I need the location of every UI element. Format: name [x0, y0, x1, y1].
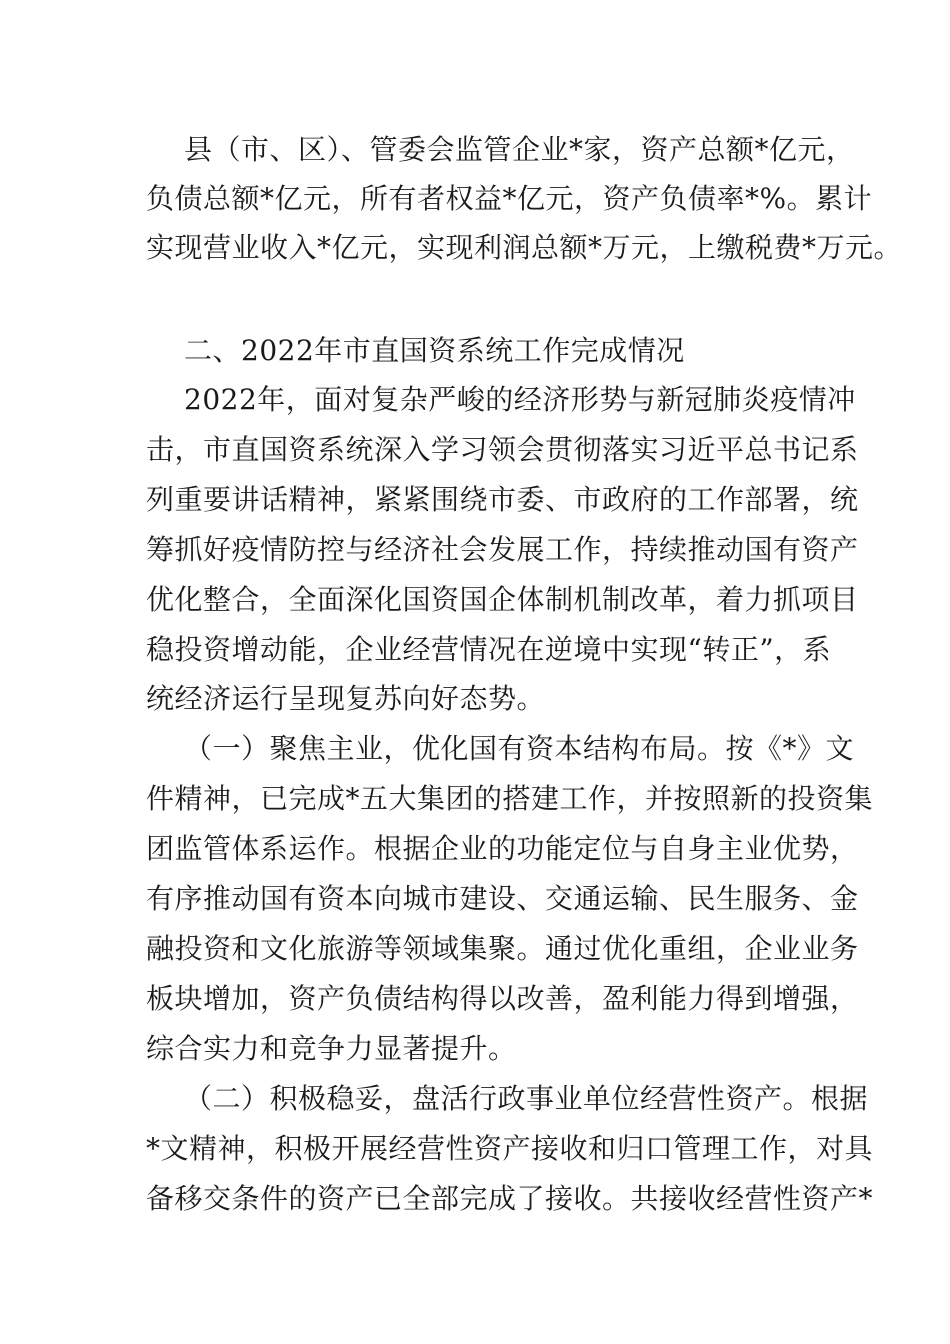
paragraph-line: 备移交条件的资产已全部完成了接收。共接收经营性资产*: [146, 1182, 874, 1215]
subsection-line: （一）聚焦主业，优化国有资本结构布局。按《*》文: [184, 732, 855, 765]
paragraph-line: 优化整合，全面深化国资国企体制机制改革，着力抓项目: [146, 583, 859, 616]
paragraph-line: 筹抓好疫情防控与经济社会发展工作，持续推动国有资产: [146, 533, 859, 566]
paragraph-line: 2022年，面对复杂严峻的经济形势与新冠肺炎疫情冲: [184, 383, 856, 416]
paragraph-line: 件精神，已完成*五大集团的搭建工作，并按照新的投资集: [146, 782, 874, 815]
paragraph-line: 统经济运行呈现复苏向好态势。: [146, 682, 546, 715]
subsection-line: （二）积极稳妥，盘活行政事业单位经营性资产。根据: [184, 1082, 869, 1115]
section-heading: 二、2022年市直国资系统工作完成情况: [184, 334, 685, 367]
paragraph-line: 实现营业收入*亿元，实现利润总额*万元，上缴税费*万元。: [146, 231, 903, 264]
paragraph-line: *文精神，积极开展经营性资产接收和归口管理工作，对具: [146, 1132, 874, 1165]
paragraph-line: 综合实力和竞争力显著提升。: [146, 1032, 517, 1065]
paragraph-line: 有序推动国有资本向城市建设、交通运输、民生服务、金: [146, 882, 859, 915]
paragraph-line: 团监管体系运作。根据企业的功能定位与自身主业优势，: [146, 832, 859, 865]
paragraph-line: 板块增加，资产负债结构得以改善，盈利能力得到增强，: [146, 982, 859, 1015]
paragraph-line: 稳投资增动能，企业经营情况在逆境中实现“转正”，系: [146, 633, 832, 666]
paragraph-line: 县（市、区）、管委会监管企业*家，资产总额*亿元，: [184, 133, 855, 166]
paragraph-line: 列重要讲话精神，紧紧围绕市委、市政府的工作部署，统: [146, 483, 859, 516]
paragraph-line: 融投资和文化旅游等领域集聚。通过优化重组，企业业务: [146, 932, 859, 965]
paragraph-line: 击，市直国资系统深入学习领会贯彻落实习近平总书记系: [146, 433, 859, 466]
paragraph-line: 负债总额*亿元，所有者权益*亿元，资产负债率*%。累计: [146, 182, 873, 215]
